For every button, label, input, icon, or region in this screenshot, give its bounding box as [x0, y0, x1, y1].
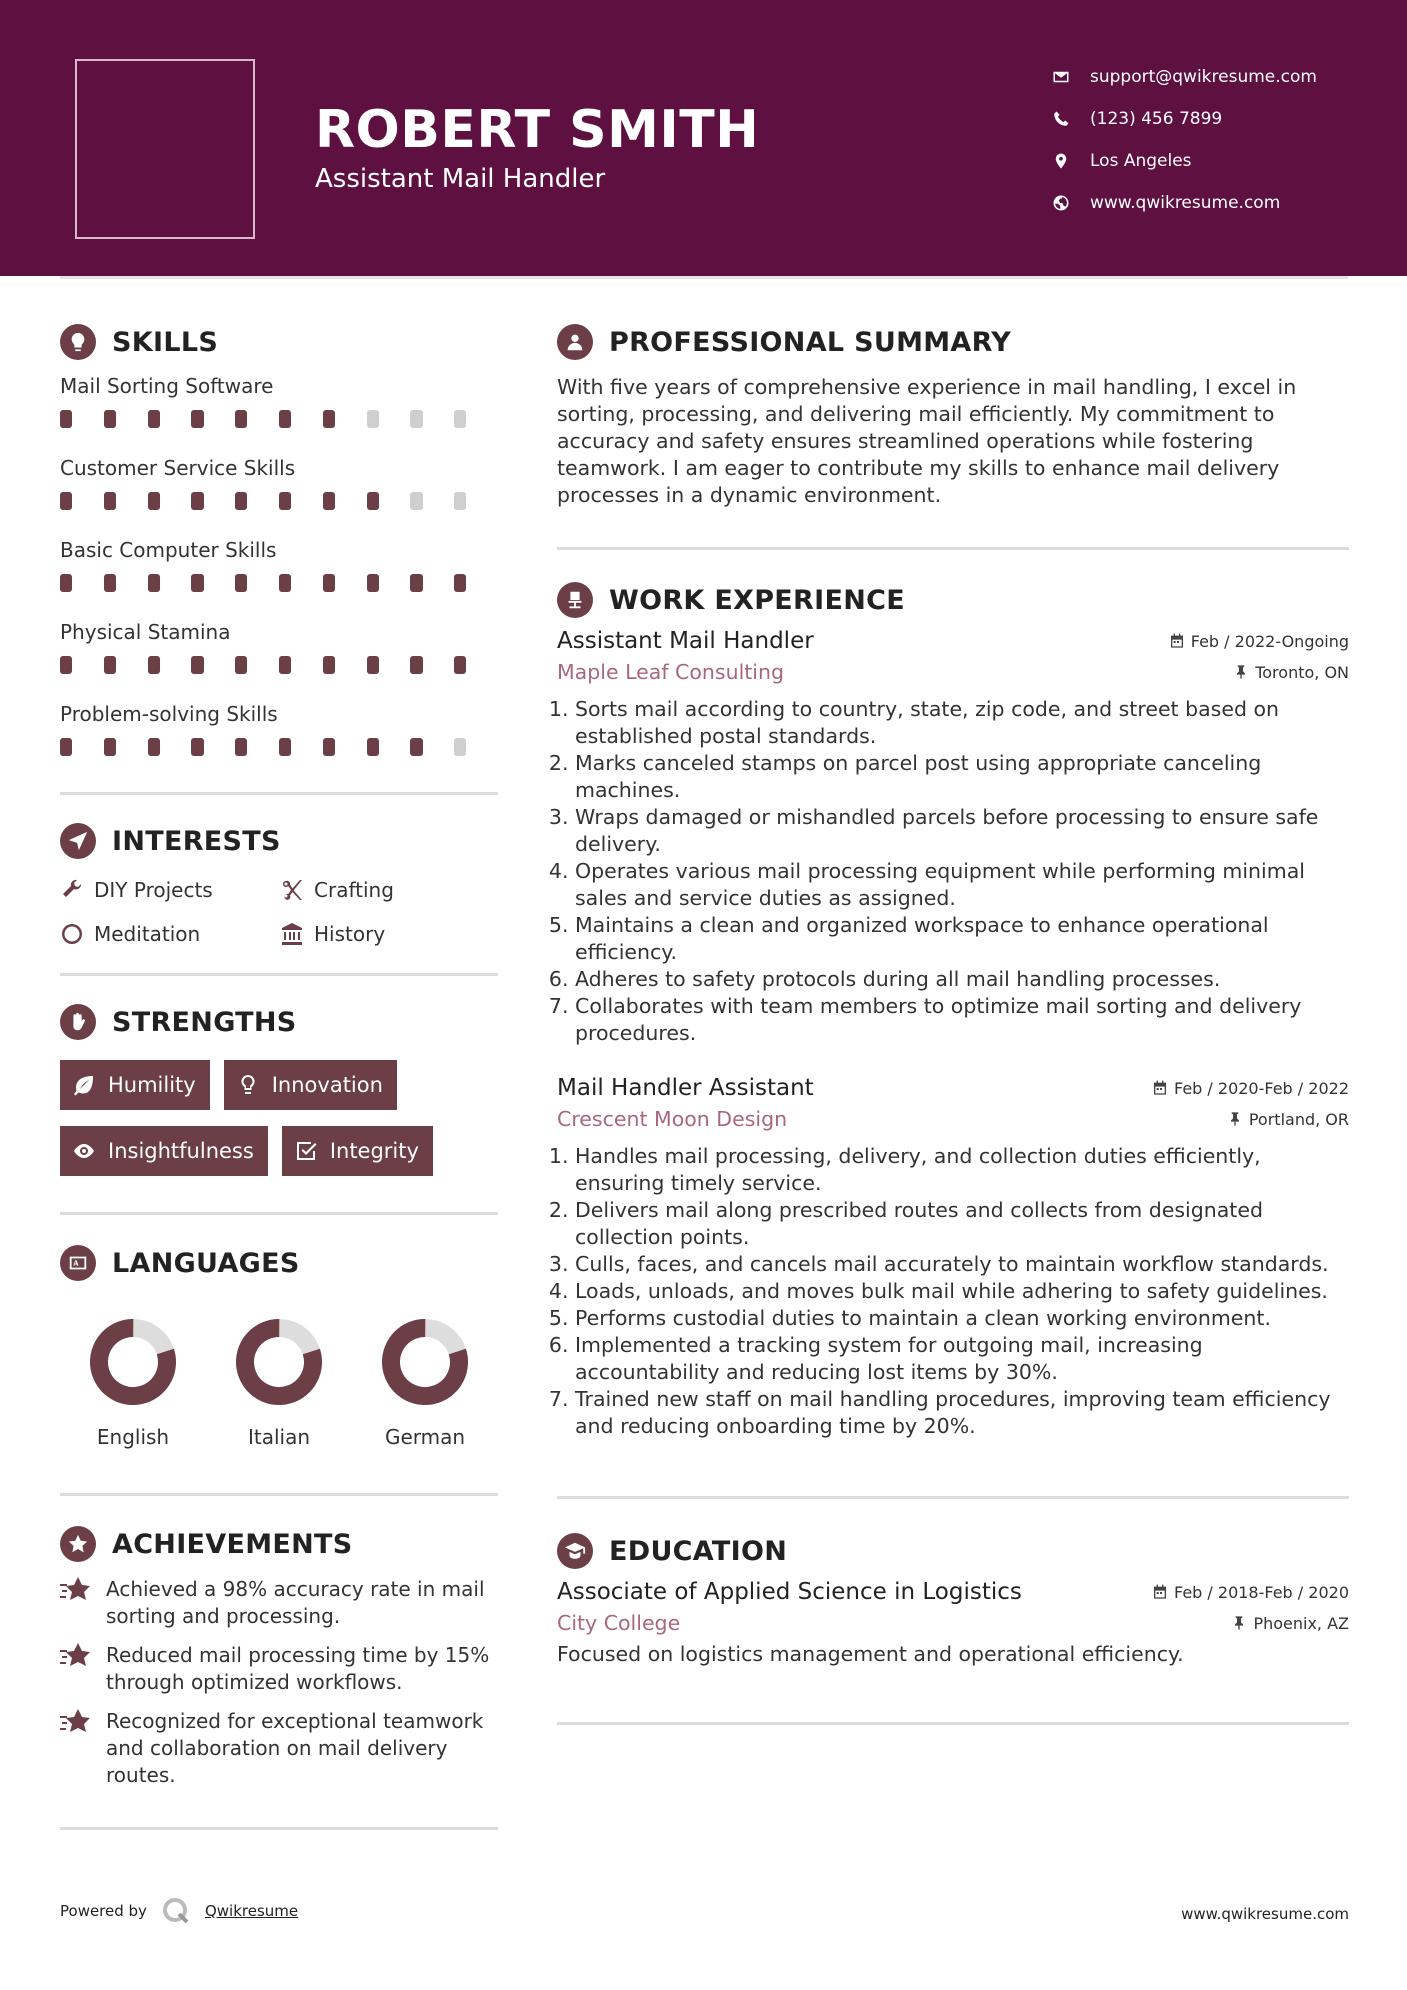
strength-tag: [282, 1126, 433, 1176]
section-divider: [60, 1493, 498, 1496]
powered-by-label: Powered by: [60, 1902, 147, 1920]
language-proficiency-ring: [234, 1317, 324, 1407]
contact-website-text: www.qwikresume.com: [1090, 193, 1281, 213]
calendar-icon: [1152, 1080, 1168, 1096]
interests-title: INTERESTS: [112, 825, 281, 857]
experience-header: [557, 576, 1349, 624]
skill-dot-filled: [104, 410, 116, 428]
skill-dot-filled: [323, 656, 335, 674]
education-location-text: Phoenix, AZ: [1253, 1613, 1349, 1633]
qwikresume-link[interactable]: Qwikresume: [204, 1902, 299, 1920]
job-dates-text: Feb / 2020-Feb / 2022: [1174, 1078, 1349, 1098]
museum-icon: [280, 922, 304, 946]
section-divider: [60, 1827, 498, 1830]
job-dates-text: Feb / 2022-Ongoing: [1190, 631, 1349, 651]
contact-phone[interactable]: [1052, 98, 1317, 140]
photo-placeholder: [75, 59, 255, 239]
skill-name: Customer Service Skills: [60, 456, 296, 480]
star-badge-icon: [60, 1526, 96, 1562]
skill-dot-filled: [191, 574, 203, 592]
pushpin-icon: [1227, 1111, 1243, 1127]
skill-dot-filled: [410, 656, 422, 674]
education-header: [557, 1527, 1349, 1575]
education-dates: [1152, 1583, 1349, 1602]
contact-email-text: support@qwikresume.com: [1090, 67, 1317, 87]
school-name: City College: [557, 1611, 681, 1635]
pushpin-icon: [1233, 664, 1249, 680]
resume-header: [0, 0, 1407, 276]
company-name: Maple Leaf Consulting: [557, 660, 785, 684]
skill-dot-filled: [235, 410, 247, 428]
interest-item: [60, 875, 280, 905]
skill-dot-filled: [323, 492, 335, 510]
skill-dot-filled: [367, 574, 379, 592]
summary-text: With five years of comprehensive experience in mail handling, I excel in sorting, processing, and delivering mail efficiently. My commitment to accuracy and safety ensures streamlined operations while fostering teamwork. I am eager to contribute my skills to enhance mail delivery processes in a dynamic environment.: [557, 375, 1297, 507]
skill-dot-filled: [191, 738, 203, 756]
skill-dot-filled: [104, 492, 116, 510]
skill-dot-filled: [235, 656, 247, 674]
job-title: Assistant Mail Handler: [557, 628, 814, 654]
skill-dot-filled: [148, 574, 160, 592]
skill-rating: [60, 738, 498, 776]
skill-item: [60, 702, 498, 776]
skill-name: Basic Computer Skills: [60, 538, 277, 562]
duty-item: 3. Wraps damaged or mishandled parcels before processing to ensure safe delivery.: [575, 804, 1349, 858]
candidate-name: ROBERT SMITH: [315, 100, 760, 160]
language-name: English: [96, 1425, 170, 1449]
scissors-icon: [280, 878, 304, 902]
skill-dot-filled: [279, 574, 291, 592]
degree-title: Associate of Applied Science in Logistics: [557, 1579, 1022, 1605]
summary-title: PROFESSIONAL SUMMARY: [609, 326, 1012, 358]
strength-tag: [60, 1060, 210, 1110]
skills-title: SKILLS: [112, 326, 219, 358]
job-title-row: [557, 628, 1349, 654]
duty-item: 2. Marks canceled stamps on parcel post using appropriate canceling machines.: [575, 750, 1349, 804]
duty-item: 4. Operates various mail processing equipment while performing minimal sales and service duties as assigned.: [575, 858, 1349, 912]
skill-dot-filled: [323, 410, 335, 428]
skill-dot-filled: [60, 410, 72, 428]
interests-header: [60, 817, 498, 865]
experience-title: WORK EXPERIENCE: [609, 584, 905, 616]
skill-dot-filled: [104, 574, 116, 592]
achievement-item: [60, 1642, 498, 1696]
achievement-text: Recognized for exceptional teamwork and collaboration on mail delivery routes.: [106, 1709, 484, 1787]
interest-label: Crafting: [314, 878, 394, 902]
qwikresume-logo-icon: [161, 1896, 191, 1926]
graduate-icon: [557, 1533, 593, 1569]
skill-dot-filled: [60, 574, 72, 592]
skill-rating: [60, 574, 498, 612]
paper-plane-icon: [60, 823, 96, 859]
skill-dot-filled: [367, 656, 379, 674]
duty-item: 4. Loads, unloads, and moves bulk mail while adhering to safety guidelines.: [575, 1278, 1349, 1305]
skill-dot-filled: [235, 738, 247, 756]
pushpin-icon: [1231, 1615, 1247, 1631]
skill-dot-filled: [60, 492, 72, 510]
lightbulb-icon: [236, 1073, 260, 1097]
achievement-text: Reduced mail processing time by 15% through optimized workflows.: [106, 1643, 490, 1694]
star-icon: [60, 1576, 92, 1604]
skill-dot-empty: [454, 738, 466, 756]
language-icon: [60, 1245, 96, 1281]
skill-dot-filled: [148, 656, 160, 674]
job-title: Mail Handler Assistant: [557, 1075, 814, 1101]
check-square-icon: [294, 1139, 318, 1163]
eye-icon: [72, 1139, 96, 1163]
contact-list: [1052, 56, 1317, 224]
wrench-icon: [60, 878, 84, 902]
location-pin-icon: [1052, 152, 1070, 170]
section-divider: [60, 1212, 498, 1215]
skill-item: [60, 538, 498, 612]
star-icon: [60, 1708, 92, 1736]
contact-phone-text: (123) 456 7899: [1090, 109, 1223, 129]
languages-list: [60, 1317, 498, 1449]
language-item: [206, 1317, 352, 1449]
skill-dot-filled: [191, 492, 203, 510]
education-location: [1231, 1614, 1349, 1633]
skill-rating: [60, 410, 498, 448]
duty-item: 6. Adheres to safety protocols during all mail handling processes.: [575, 966, 1349, 993]
skill-item: [60, 456, 498, 530]
language-proficiency-ring: [380, 1317, 470, 1407]
job-company-row: [557, 1107, 1349, 1131]
strength-label: Integrity: [329, 1139, 419, 1163]
achievement-text: Achieved a 98% accuracy rate in mail sorting and processing.: [106, 1577, 485, 1628]
contact-location-text: Los Angeles: [1090, 151, 1192, 171]
strength-tag: [60, 1126, 268, 1176]
skill-dot-filled: [235, 492, 247, 510]
interest-item: [60, 919, 280, 949]
duty-item: 1. Handles mail processing, delivery, and collection duties efficiently, ensuring timely service.: [575, 1143, 1349, 1197]
office-chair-icon: [557, 582, 593, 618]
section-divider: [60, 792, 498, 795]
job-duties: [557, 1143, 1349, 1440]
interest-label: History: [314, 922, 386, 946]
skill-rating: [60, 656, 498, 694]
envelope-icon: [1052, 68, 1070, 86]
skill-name: Problem-solving Skills: [60, 702, 278, 726]
skill-dot-filled: [148, 738, 160, 756]
skill-dot-filled: [104, 656, 116, 674]
job-location-text: Toronto, ON: [1255, 662, 1349, 682]
job-location: [1227, 1110, 1349, 1129]
header-divider: [60, 276, 1348, 279]
skill-dot-filled: [235, 574, 247, 592]
leaf-icon: [72, 1073, 96, 1097]
duty-item: 2. Delivers mail along prescribed routes and collects from designated collection points.: [575, 1197, 1349, 1251]
skills-list: [60, 374, 498, 776]
skill-dot-filled: [454, 574, 466, 592]
duty-item: 1. Sorts mail according to country, state, zip code, and street based on established postal standards.: [575, 696, 1349, 750]
skill-dot-filled: [148, 492, 160, 510]
skill-dot-filled: [454, 656, 466, 674]
achievements-list: [60, 1576, 498, 1789]
duty-item: 7. Collaborates with team members to optimize mail sorting and delivery procedures.: [575, 993, 1349, 1047]
section-divider: [557, 547, 1349, 550]
skills-header: [60, 318, 498, 366]
language-name: German: [384, 1425, 466, 1449]
hand-icon: [60, 1004, 96, 1040]
skill-dot-empty: [454, 410, 466, 428]
job-entry: [557, 1075, 1349, 1440]
skill-dot-filled: [323, 738, 335, 756]
skill-dot-filled: [279, 656, 291, 674]
phone-icon: [1052, 110, 1070, 128]
skill-dot-filled: [148, 410, 160, 428]
contact-email[interactable]: [1052, 56, 1317, 98]
education-title: EDUCATION: [609, 1535, 788, 1567]
education-entry: [557, 1579, 1349, 1668]
language-item: [60, 1317, 206, 1449]
footer-website[interactable]: www.qwikresume.com: [1181, 1905, 1349, 1923]
skill-dot-filled: [60, 738, 72, 756]
language-name: Italian: [247, 1425, 311, 1449]
section-divider: [557, 1722, 1349, 1725]
calendar-icon: [1152, 1584, 1168, 1600]
achievement-item: [60, 1708, 498, 1789]
user-icon: [557, 324, 593, 360]
skill-dot-filled: [279, 738, 291, 756]
interest-label: DIY Projects: [94, 878, 213, 902]
skill-dot-filled: [410, 738, 422, 756]
job-title-row: [557, 1075, 1349, 1101]
candidate-title: Assistant Mail Handler: [315, 164, 606, 194]
section-divider: [60, 973, 498, 976]
job-company-row: [557, 660, 1349, 684]
job-dates: [1169, 632, 1349, 651]
skill-dot-empty: [410, 492, 422, 510]
lightbulb-icon: [60, 324, 96, 360]
degree-row: [557, 1579, 1349, 1605]
language-item: [352, 1317, 498, 1449]
achievements-title: ACHIEVEMENTS: [112, 1528, 353, 1560]
skill-dot-filled: [367, 492, 379, 510]
skill-name: Physical Stamina: [60, 620, 231, 644]
duty-item: 6. Implemented a tracking system for outgoing mail, increasing accountability and reducing lost items by 30%.: [575, 1332, 1349, 1386]
skill-item: [60, 374, 498, 448]
skill-dot-filled: [323, 574, 335, 592]
skill-dot-filled: [191, 656, 203, 674]
star-icon: [60, 1642, 92, 1670]
skill-dot-filled: [279, 410, 291, 428]
job-dates: [1152, 1079, 1349, 1098]
interest-item: [280, 875, 500, 905]
right-column: [557, 318, 1349, 1725]
strengths-header: [60, 998, 498, 1046]
interest-item: [280, 919, 500, 949]
interests-list: [60, 875, 498, 949]
duty-item: 3. Culls, faces, and cancels mail accurately to maintain workflow standards.: [575, 1251, 1349, 1278]
strength-label: Humility: [108, 1073, 196, 1097]
circle-icon: [60, 922, 84, 946]
duty-item: 5. Performs custodial duties to maintain a clean working environment.: [575, 1305, 1349, 1332]
languages-title: LANGUAGES: [112, 1247, 300, 1279]
left-column: [60, 318, 498, 1830]
footer-powered-by: [60, 1896, 298, 1926]
education-description: Focused on logistics management and operational efficiency.: [557, 1642, 1184, 1666]
skill-dot-filled: [410, 574, 422, 592]
skill-item: [60, 620, 498, 694]
skill-dot-filled: [367, 738, 379, 756]
skill-dot-filled: [191, 410, 203, 428]
skill-dot-filled: [279, 492, 291, 510]
strength-label: Insightfulness: [108, 1139, 254, 1163]
strength-label: Innovation: [271, 1073, 383, 1097]
contact-location: [1052, 140, 1317, 182]
education-dates-text: Feb / 2018-Feb / 2020: [1174, 1582, 1349, 1602]
languages-header: [60, 1239, 498, 1287]
language-proficiency-ring: [88, 1317, 178, 1407]
skill-dot-empty: [367, 410, 379, 428]
skill-dot-empty: [410, 410, 422, 428]
job-location: [1233, 663, 1349, 682]
section-divider: [557, 1496, 1349, 1499]
job-duties: [557, 696, 1349, 1047]
interest-label: Meditation: [94, 922, 201, 946]
duty-item: 5. Maintains a clean and organized workspace to enhance operational efficiency.: [575, 912, 1349, 966]
achievement-item: [60, 1576, 498, 1630]
strengths-title: STRENGTHS: [112, 1006, 297, 1038]
job-entry: [557, 628, 1349, 1047]
globe-icon: [1052, 194, 1070, 212]
skill-name: Mail Sorting Software: [60, 374, 274, 398]
duty-item: 7. Trained new staff on mail handling procedures, improving team efficiency and reducing onboarding time by 20%.: [575, 1386, 1349, 1440]
school-row: [557, 1611, 1349, 1635]
job-location-text: Portland, OR: [1248, 1109, 1349, 1129]
summary-header: [557, 318, 1349, 366]
strength-tag: [224, 1060, 397, 1110]
skill-dot-empty: [454, 492, 466, 510]
strengths-list: [60, 1060, 500, 1176]
skill-dot-filled: [104, 738, 116, 756]
contact-website[interactable]: [1052, 182, 1317, 224]
company-name: Crescent Moon Design: [557, 1107, 788, 1131]
skill-dot-filled: [60, 656, 72, 674]
skill-rating: [60, 492, 498, 530]
calendar-icon: [1169, 633, 1185, 649]
achievements-header: [60, 1520, 498, 1568]
